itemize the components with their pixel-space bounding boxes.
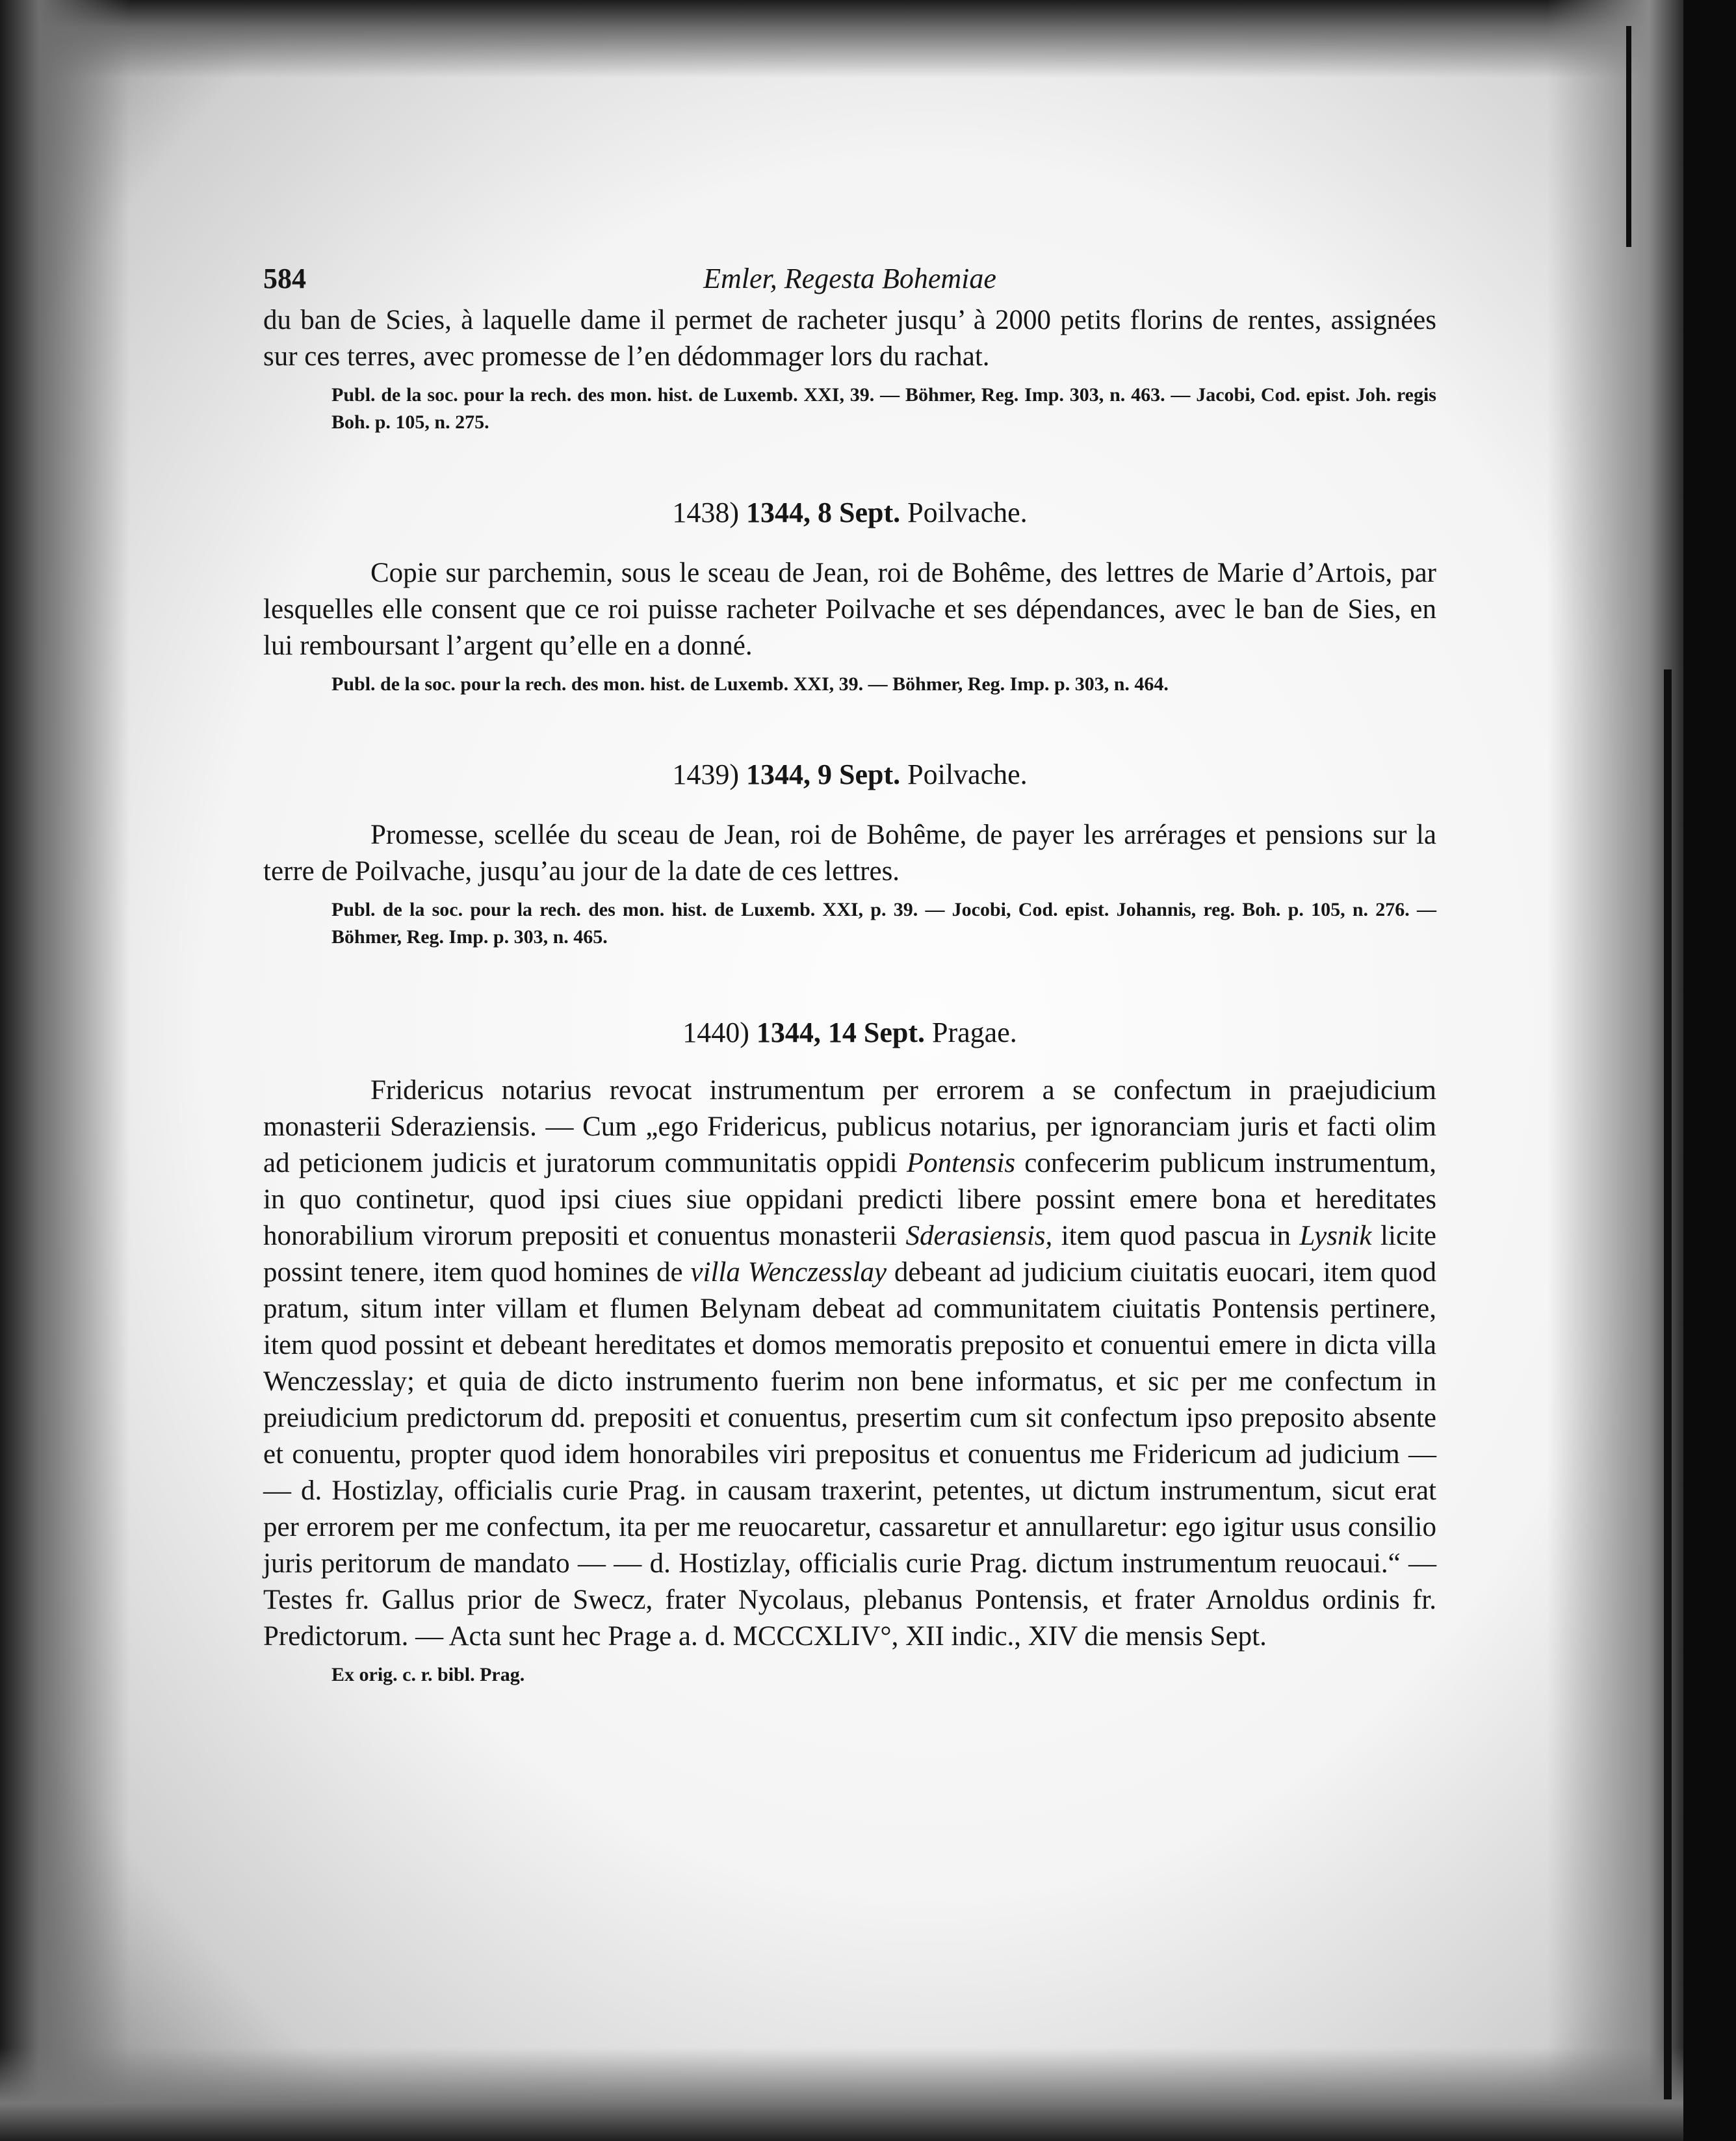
entry-place: Poilvache. (907, 759, 1028, 790)
entry-number: 1439) (672, 759, 739, 790)
text-segment: item quod pascua in (1052, 1221, 1300, 1251)
page-number: 584 (263, 263, 306, 294)
text-segment: Fridericus notarius revocat instrumentum per errorem a se confectum in praejudicium monasterii Sderaziensis. — Cum „ego Fridericus, publicus notarius, per ignoranciam juris et facti olim ad peticionem judicis et juratorum communitatis oppidi (263, 1075, 1436, 1178)
page-edge-strip (1683, 0, 1736, 2141)
entry-number: 1440) (682, 1017, 749, 1048)
entry-heading-1438 (263, 496, 1436, 529)
entry-heading-1439 (263, 758, 1436, 791)
entry-text-1440 (263, 1072, 1436, 1655)
entry-note-1439: Publ. de la soc. pour la rech. des mon. hist. de Luxemb. XXI, p. 39. — Jocobi, Cod. epist. Johannis, reg. Boh. p. 105, n. 276. — Böhmer, Reg. Imp. p. 303, n. 465. (331, 899, 1436, 948)
page-edge-mark (1626, 26, 1631, 247)
place-name-italic: Sderasiensis, (905, 1221, 1053, 1251)
entry-heading-1440 (263, 1016, 1436, 1049)
continuation-text: du ban de Scies, à laquelle dame il permet de racheter jusqu’ à 2000 petits florins de rentes, assignées sur ces terres, avec promesse de l’en dédommager lors du rachat. (263, 305, 1436, 372)
entry-note-1438: Publ. de la soc. pour la rech. des mon. hist. de Luxemb. XXI, 39. — Böhmer, Reg. Imp. p. 303, n. 464. (331, 673, 1169, 695)
place-name-italic: Pontensis (906, 1148, 1016, 1178)
entry-note-1440: Ex orig. c. r. bibl. Prag. (331, 1664, 525, 1685)
entry-date: 1344, 14 Sept. (756, 1017, 926, 1048)
running-head (263, 257, 1436, 302)
entry-date: 1344, 8 Sept. (746, 497, 901, 528)
scan-shadow-top (0, 0, 1683, 78)
place-name-italic: villa Wenczesslay (690, 1257, 887, 1288)
scan-shadow-left (0, 0, 130, 2141)
entry-text-1439: Promesse, scellée du sceau de Jean, roi de Bohême, de payer les arrérages et pensions sur la terre de Poilvache, jusqu’au jour de la date de ces lettres. (263, 820, 1436, 887)
entry-place: Pragae. (932, 1017, 1017, 1048)
text-segment: licite possint tenere, item quod homines de (263, 1221, 1436, 1288)
scan-shadow-bottom (0, 2047, 1683, 2141)
scan-shadow-right (1547, 0, 1683, 2141)
entry-text-1438: Copie sur parchemin, sous le sceau de Jean, roi de Bohême, des lettres de Marie d’Artois, par lesquelles elle consent que ce roi puisse racheter Poilvache et ses dépendances, avec le ban de Sies, en lui remboursant l’argent qu’elle en a donné. (263, 558, 1436, 661)
running-title: Emler, Regesta Bohemiae (703, 263, 996, 294)
text-segment: debeant ad judicium ciuitatis euocari, item quod pratum, situm inter villam et flumen Belynam debeat ad communitatem ciuitatis Pontensis pertinere, item quod possint et debeant hereditates et domos memoratis preposito et conuentui emere in dicta villa Wenczesslay; et quia de dicto instrumento fuerim non bene informatus, et sic per me confectum in preiudicium predictorum dd. prepositi et conuentus, presertim cum sit confectum ipso preposito absente et conuentu, propter quod idem honorabiles viri prepositus et conuentus me Fridericum ad judicium — — d. Hostizlay, officialis curie Prag. in causam traxerint, petentes, ut dictum instrumentum, sicut erat per errorem per me confectum, ita per me reuocaretur, cassaretur et annullaretur: ego igitur usus consilio juris peritorum de mandato — — d. Hostizlay, officialis curie Prag. dictum instrumentum reuocaui.“ — Testes fr. Gallus prior de Swecz, frater Nycolaus, plebanus Pontensis, et frater Arnoldus ordinis fr. Predictorum. — Acta sunt hec Prage a. d. MCCCXLIV°, XII indic., XIV die mensis Sept. (263, 1257, 1436, 1652)
entry-number: 1438) (672, 497, 739, 528)
place-name-italic: Lysnik (1299, 1221, 1372, 1251)
page-edge-mark (1664, 669, 1672, 2099)
page-content (263, 257, 1436, 1689)
entry-date: 1344, 9 Sept. (746, 759, 901, 790)
continuation-note: Publ. de la soc. pour la rech. des mon. hist. de Luxemb. XXI, 39. — Böhmer, Reg. Imp. 303, n. 463. — Jacobi, Cod. epist. Joh. regis Boh. p. 105, n. 275. (331, 384, 1436, 433)
text-segment: confecerim publicum instrumentum, in quo continetur, quod ipsi ciues siue oppidani predicti libere possint emere bona et hereditates honorabilium virorum prepositi et conuentus monasterii (263, 1148, 1436, 1251)
entry-place: Poilvache. (907, 497, 1028, 528)
